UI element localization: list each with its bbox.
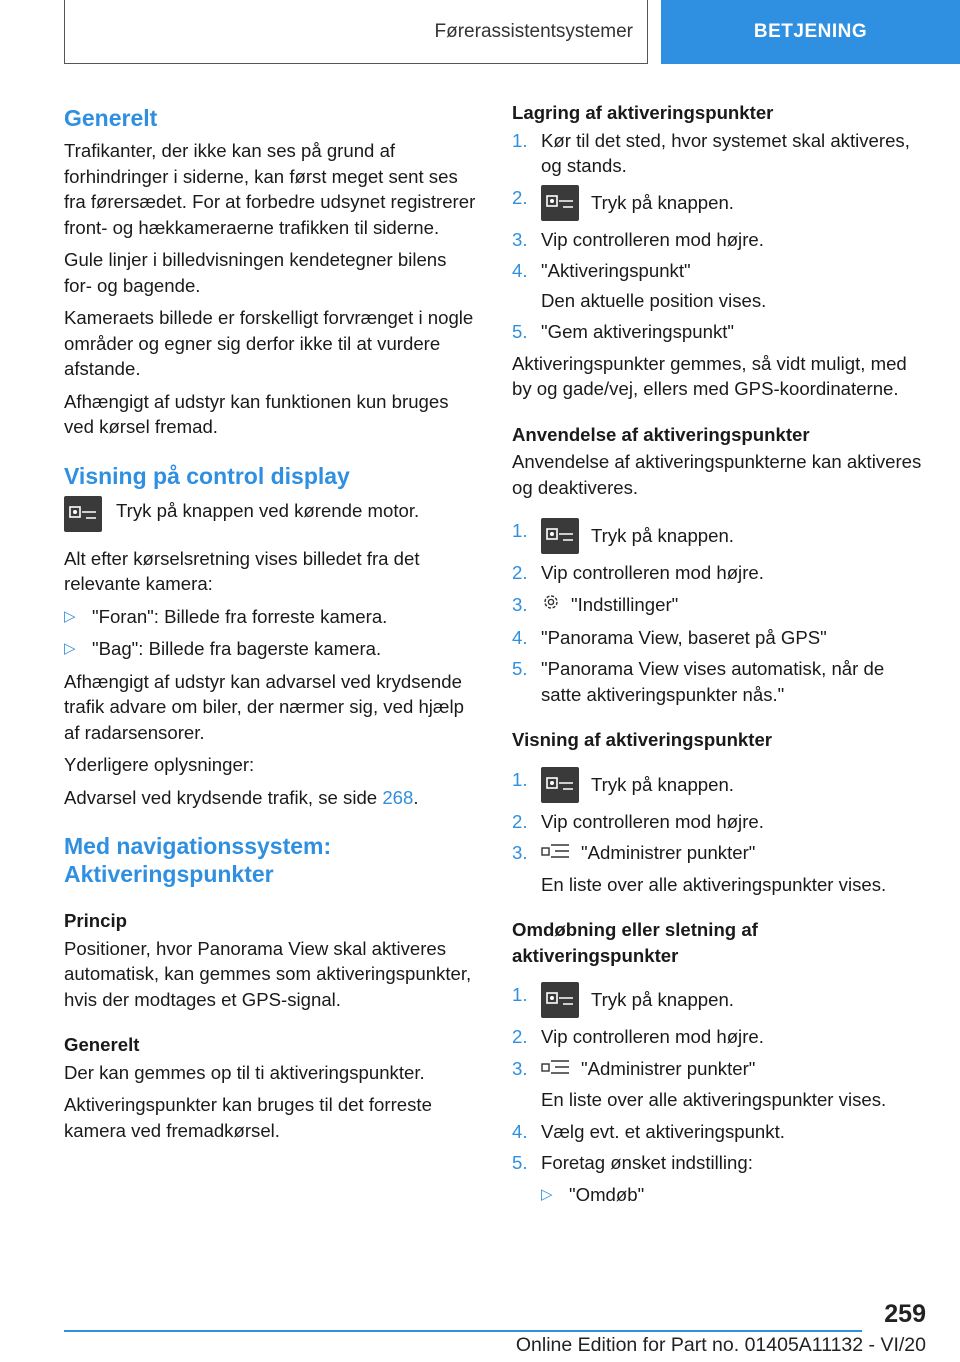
header-chapter-title: BETJENING — [753, 21, 868, 42]
triangle-bullet-icon: ▷ — [64, 640, 76, 657]
step — [512, 767, 926, 803]
step — [512, 1056, 926, 1113]
step-number: 5. — [512, 321, 528, 342]
step-text: Foretag ønsket indstilling: — [541, 1152, 753, 1174]
step — [512, 1150, 926, 1207]
step-text: Kør til det sted, hvor systemet skal aktiveres, og stands. — [541, 129, 910, 176]
list-item — [64, 604, 476, 630]
step-number: 2. — [512, 186, 528, 208]
paragraph: Anvendelse af aktiveringspunkterne kan aktiveres og deaktiveres. — [512, 451, 922, 498]
step-text: Tryk på knappen. — [591, 525, 734, 547]
heading-princip: Princip — [64, 910, 128, 931]
footer-divider — [64, 1330, 862, 1332]
step — [512, 1119, 926, 1145]
step-text: Vip controlleren mod højre. — [541, 562, 764, 583]
paragraph: Aktiveringspunkter kan bruges til det forreste kamera ved fremadkørsel. — [64, 1094, 432, 1141]
paragraph: Afhængigt af udstyr kan funktionen kun bruges ved kørsel fremad. — [64, 390, 449, 437]
camera-button-icon — [541, 185, 579, 221]
heading-visning-punkter: Visning af aktiveringspunkter — [512, 729, 773, 751]
step — [512, 560, 926, 586]
step — [512, 625, 926, 651]
step-number: 1. — [512, 984, 528, 1006]
paragraph: Der kan gemmes op til ti aktiveringspunkter. — [64, 1061, 425, 1083]
step-text: Tryk på knappen. — [591, 989, 734, 1011]
heading-generelt: Generelt — [64, 105, 158, 131]
step — [512, 319, 926, 345]
step-number: 5. — [512, 658, 528, 680]
anvendelse-steps — [512, 518, 926, 707]
step-number: 1. — [512, 520, 528, 541]
paragraph: Kameraets billede er forskelligt forvrænget i nogle områder og egner sig derfor ikke til at vurdere afstande. — [64, 307, 474, 379]
step-number: 4. — [512, 260, 528, 281]
instruction-text: Tryk på knappen ved kørende motor. — [116, 499, 420, 521]
paragraph-with-reference — [64, 785, 476, 811]
visning-steps — [512, 767, 926, 897]
step-number: 5. — [512, 1152, 528, 1174]
camera-button-icon — [541, 982, 579, 1018]
step-number: 1. — [512, 768, 528, 790]
paragraph: Alt efter kørselsretning vises billedet fra det relevante kamera: — [64, 547, 420, 594]
heading-visning: Visning på control display — [64, 462, 350, 489]
step — [512, 258, 926, 313]
right-column — [512, 100, 926, 1213]
heading-generelt-sub: Generelt — [64, 1034, 140, 1055]
camera-button-icon — [541, 518, 579, 554]
step-number: 1. — [512, 129, 528, 151]
step — [512, 185, 926, 221]
step-number: 2. — [512, 562, 528, 583]
omdobning-steps — [512, 982, 926, 1207]
step-text: Vip controlleren mod højre. — [541, 228, 764, 250]
step-text: "Administrer punkter" — [581, 1057, 756, 1079]
step-number: 2. — [512, 810, 528, 832]
step-text: "Panorama View vises automatisk, når de satte aktiveringspunkter nås." — [541, 658, 885, 705]
header-section-title: Førerassistentsystemer — [434, 20, 633, 42]
manage-points-icon — [541, 841, 571, 868]
step — [512, 840, 926, 897]
step-text: "Indstillinger" — [571, 593, 679, 615]
camera-button-icon — [64, 496, 102, 532]
step-number: 4. — [512, 626, 528, 648]
sub-list-item — [541, 1182, 926, 1208]
step — [512, 128, 926, 179]
step-number: 3. — [512, 228, 528, 250]
header-section-tab — [64, 0, 648, 64]
paragraph: Trafikanter, der ikke kan ses på grund af forhindringer i siderne, kan først meget sent ses fra førersædet. For at forbedre udsynet registrerer front- og hækkameraerne trafikken til siderne. — [64, 140, 476, 238]
step-text: "Gem aktiveringspunkt" — [541, 321, 735, 342]
step-text: "Aktiveringspunkt" — [541, 260, 691, 281]
heading-anvendelse: Anvendelse af aktiveringspunkter — [512, 423, 810, 445]
list-item-text: "Bag": Billede fra bagerste kamera. — [92, 638, 382, 659]
step-text: Vip controlleren mod højre. — [541, 810, 764, 832]
step-text: "Panorama View, baseret på GPS" — [541, 626, 827, 648]
reference-text: Advarsel ved krydsende trafik, se side — [64, 786, 383, 808]
paragraph: Gule linjer i billedvisningen kendetegner bilens for- og bagende. — [64, 249, 447, 296]
lagring-steps — [512, 128, 926, 345]
step-number: 4. — [512, 1120, 528, 1142]
reference-end: . — [413, 786, 419, 808]
step — [512, 982, 926, 1018]
gear-icon — [541, 592, 561, 619]
step-text: Tryk på knappen. — [591, 191, 734, 213]
step-number: 3. — [512, 842, 528, 864]
step-number: 3. — [512, 1057, 528, 1079]
heading-lagring: Lagring af aktiveringspunkter — [512, 102, 774, 123]
list-item-text: "Foran": Billede fra forreste kamera. — [92, 605, 388, 627]
list-item — [64, 636, 476, 662]
step-number: 2. — [512, 1026, 528, 1048]
heading-omdobning: Omdøbning eller sletning af aktiveringspunkter — [512, 919, 758, 966]
step — [512, 518, 926, 554]
step — [512, 592, 926, 619]
step-text: Vælg evt. et aktiveringspunkt. — [541, 1120, 785, 1142]
paragraph: Aktiveringspunkter gemmes, så vidt muligt, med by og gade/vej, ellers med GPS-koordinaterne. — [512, 352, 907, 399]
camera-button-instruction — [64, 496, 476, 532]
paragraph: Positioner, hvor Panorama View skal aktiveres automatisk, kan gemmes som aktiveringspunkter, hvis der modtages et GPS-signal. — [64, 937, 472, 1010]
triangle-bullet-icon: ▷ — [541, 1185, 553, 1203]
step — [512, 809, 926, 835]
step — [512, 227, 926, 253]
page-number: 259 — [884, 1300, 926, 1328]
paragraph: Afhængigt af udstyr kan advarsel ved krydsende trafik advare om biler, der nærmer sig, ved hjælp af radarsensorer. — [64, 670, 464, 743]
step-text: Vip controlleren mod højre. — [541, 1026, 764, 1048]
step-text: Tryk på knappen. — [591, 774, 734, 796]
left-column — [64, 100, 476, 1150]
step — [512, 1024, 926, 1050]
manage-points-icon — [541, 1057, 571, 1084]
sub-list-item-text: "Omdøb" — [569, 1183, 645, 1205]
step-number: 3. — [512, 593, 528, 615]
triangle-bullet-icon: ▷ — [64, 607, 76, 625]
step-subtext: En liste over alle aktiveringspunkter vises. — [541, 873, 887, 895]
paragraph: Yderligere oplysninger: — [64, 754, 255, 775]
heading-navigation: Med navigationssystem: Aktiveringspunkter — [64, 833, 332, 887]
footer-edition: Online Edition for Part no. 01405A11132 - VI/20 — [515, 1334, 926, 1356]
step — [512, 656, 926, 707]
step-subtext: En liste over alle aktiveringspunkter vises. — [541, 1089, 887, 1111]
step-subtext: Den aktuelle position vises. — [541, 289, 767, 311]
camera-button-icon — [541, 767, 579, 803]
page-reference-link[interactable]: 268 — [382, 786, 414, 808]
header-chapter-tab[interactable] — [661, 0, 960, 64]
step-text: "Administrer punkter" — [581, 842, 756, 864]
